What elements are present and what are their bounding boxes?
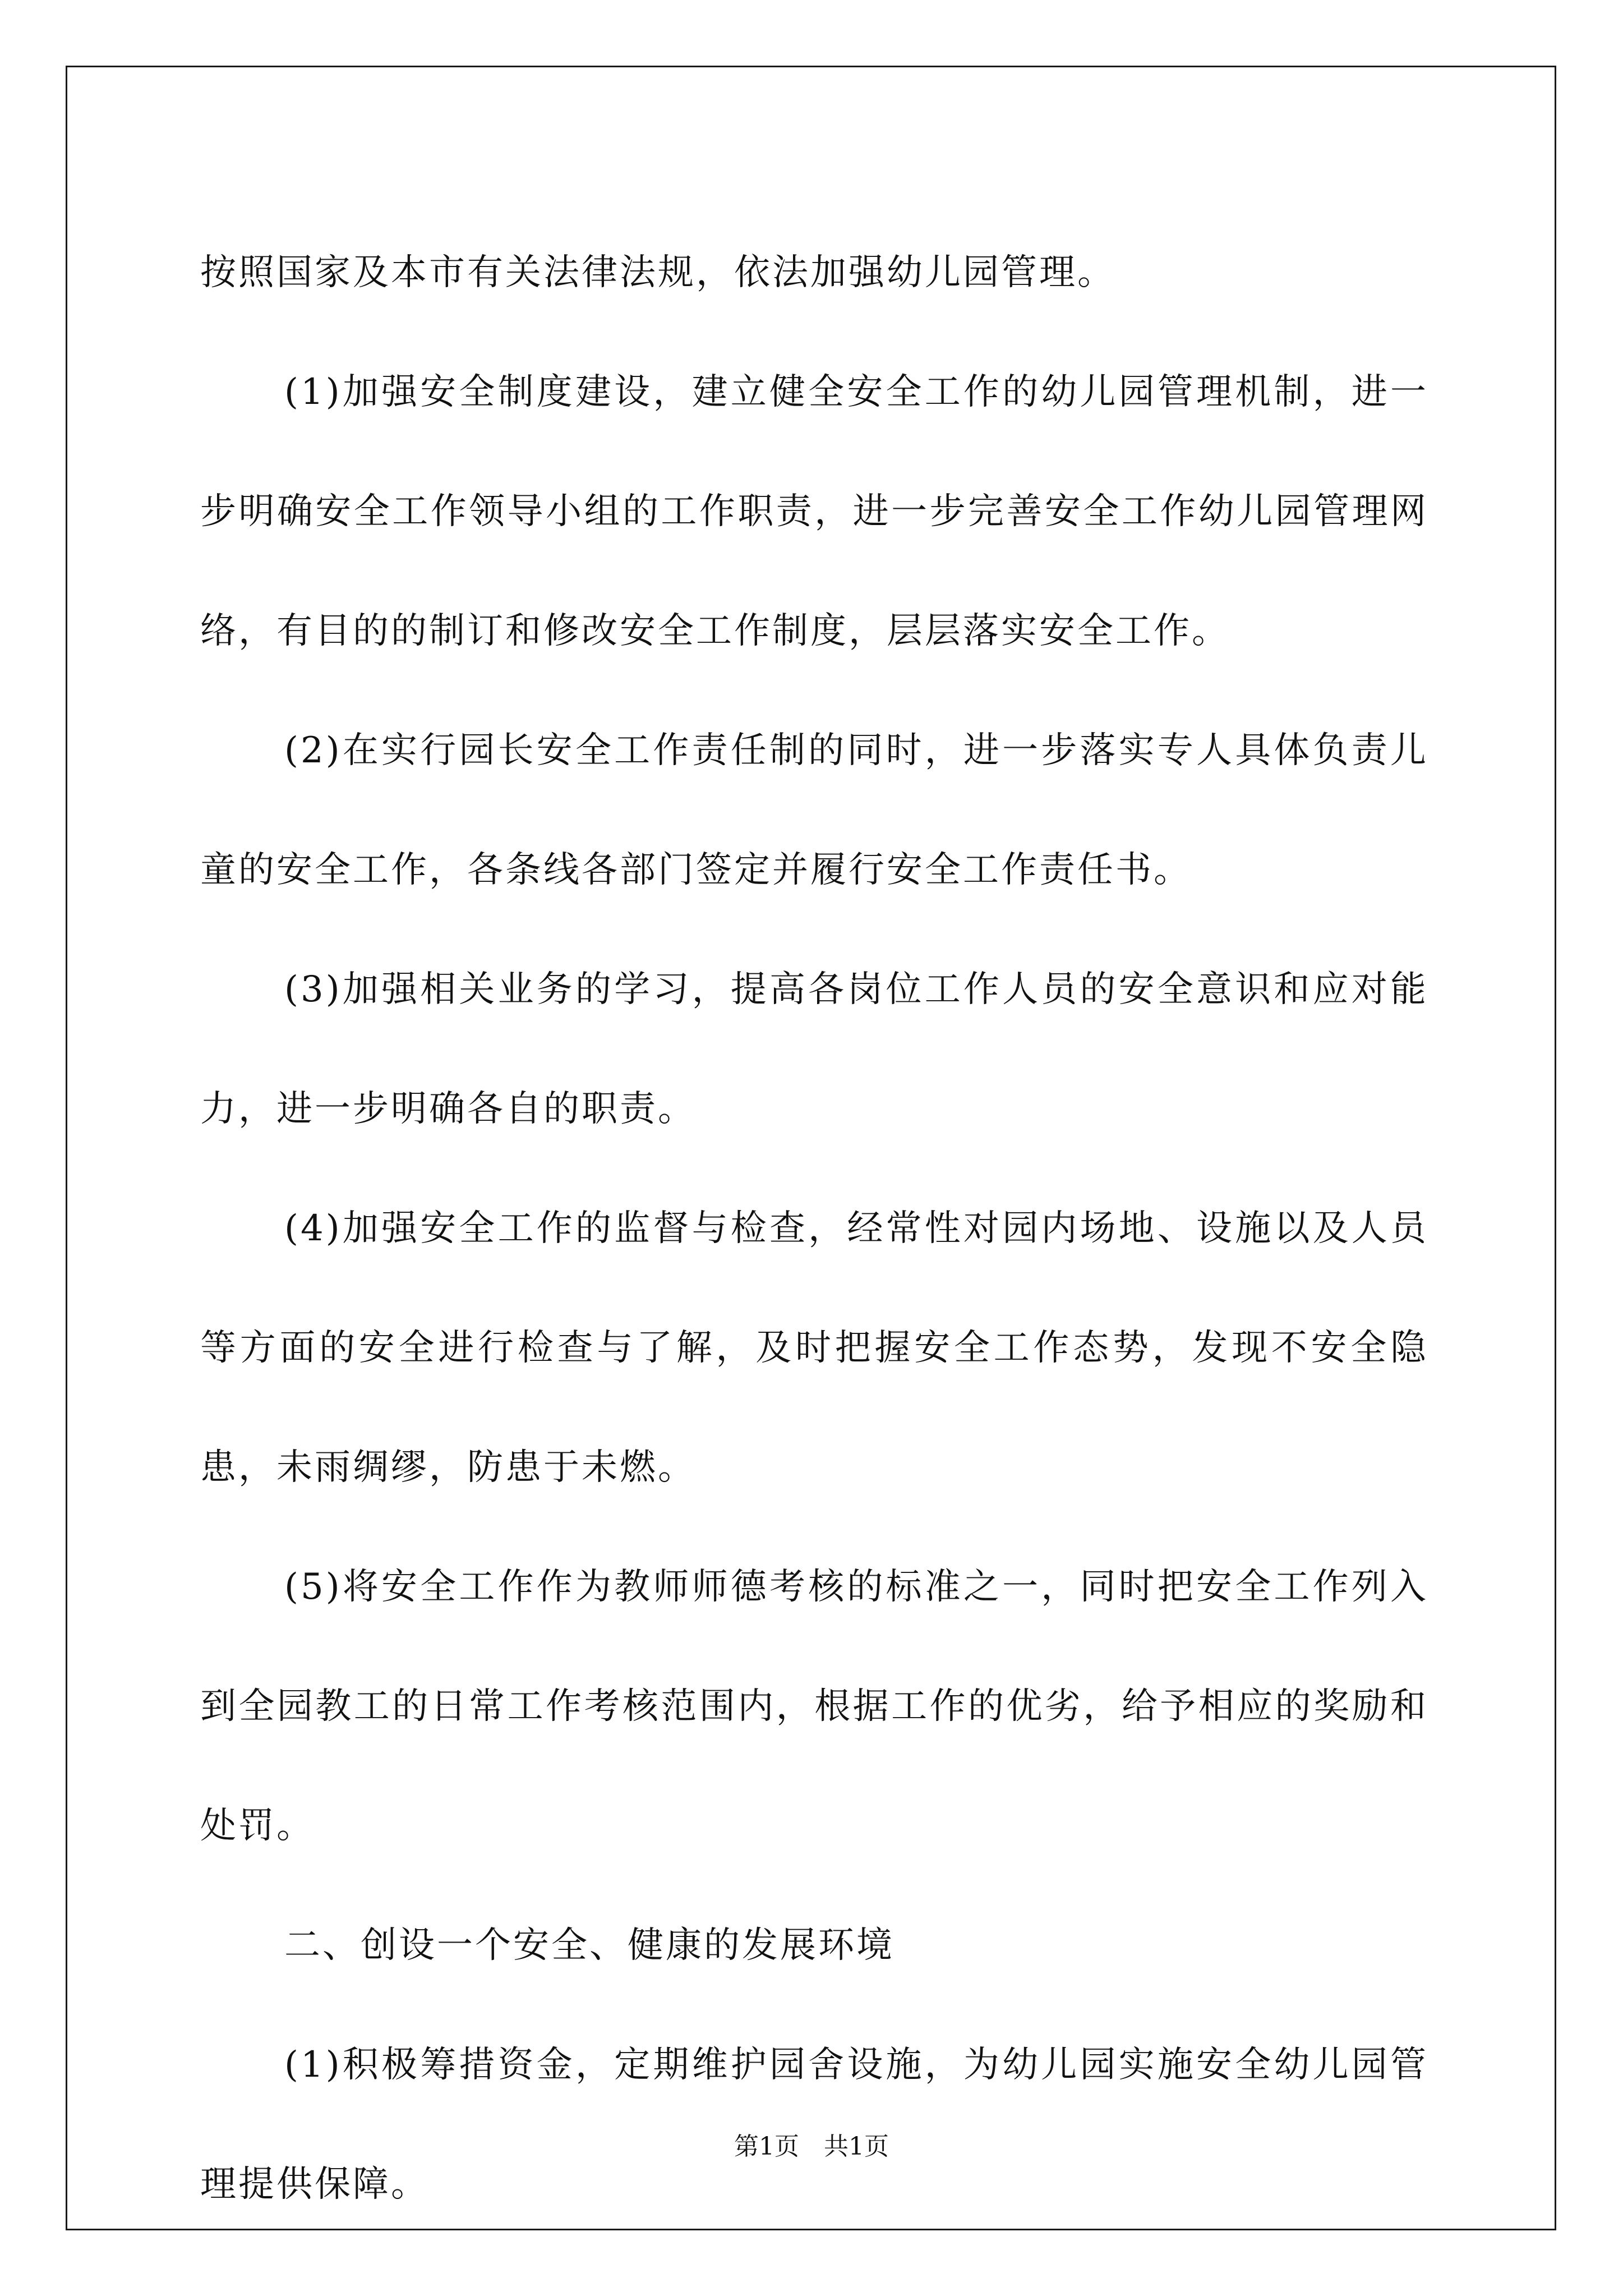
paragraph: (1)加强安全制度建设，建立健全安全工作的幼儿园管理机制，进一步明确安全工作领导小组的工作职责，进一步完善安全工作幼儿园管理网络，有目的的制订和修改安全工作制度，层层落实安全工作。 [200,371,1428,652]
document-body [200,213,1428,2244]
page-number-footer: 第1页 共1页 [734,2132,889,2161]
paragraph: (2)在实行园长安全工作责任制的同时，进一步落实专人具体负责儿童的安全工作，各条线各部门签定并履行安全工作责任书。 [200,730,1428,891]
paragraph: (5)将安全工作作为教师师德考核的标准之一，同时把安全工作列入到全园教工的日常工作考核范围内，根据工作的优劣，给予相应的奖励和处罚。 [200,1566,1428,1847]
paragraph: (4)加强安全工作的监督与检查，经常性对园内场地、设施以及人员等方面的安全进行检查与了解，及时把握安全工作态势，发现不安全隐患，未雨绸缪，防患于未燃。 [200,1208,1428,1488]
section-heading: 二、创设一个安全、健康的发展环境 [284,1925,895,1966]
paragraph: (3)加强相关业务的学习，提高各岗位工作人员的安全意识和应对能力，进一步明确各自的职责。 [200,969,1428,1130]
paragraph: (1)积极筹措资金，定期维护园舍设施，为幼儿园实施安全幼儿园管理提供保障。 [200,2044,1428,2205]
paragraph: 按照国家及本市有关法律法规，依法加强幼儿园管理。 [200,252,1115,293]
